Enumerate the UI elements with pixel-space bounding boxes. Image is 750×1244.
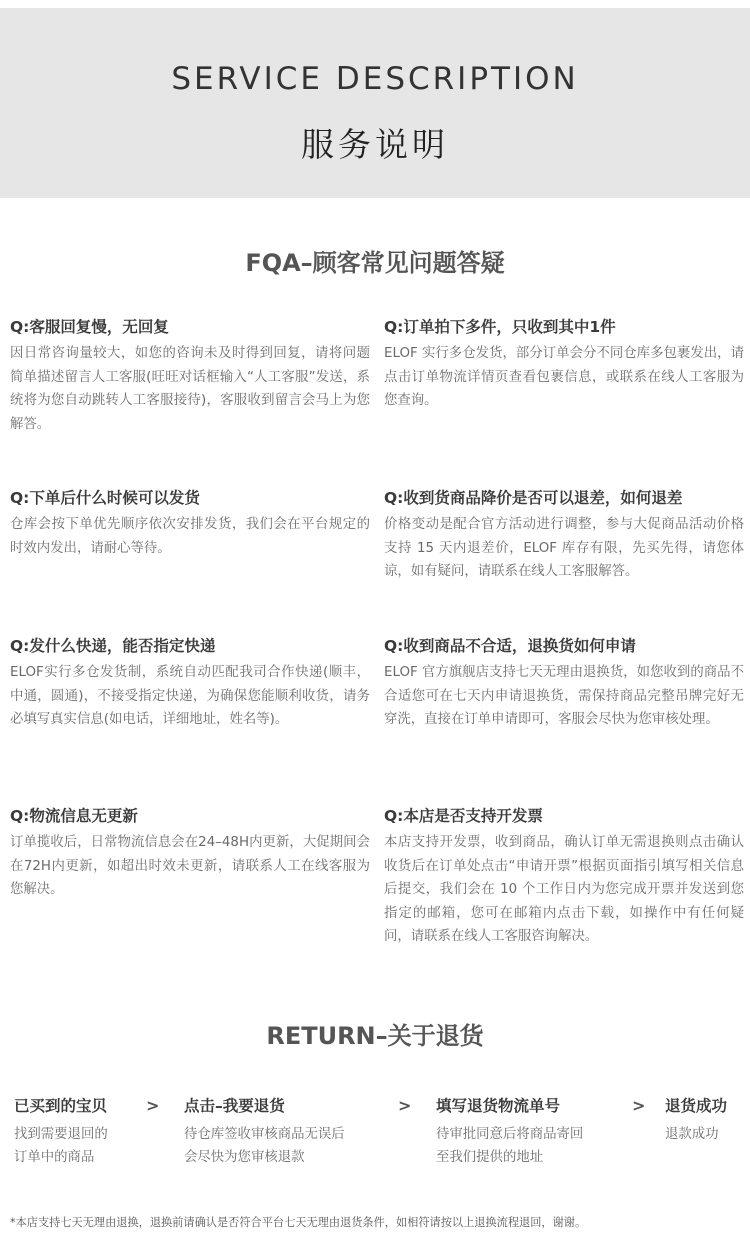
faq-question: Q:订单拍下多件，只收到其中1件 — [384, 318, 616, 336]
faq-item — [10, 488, 370, 560]
return-step-title: 填写退货物流单号 — [436, 1097, 561, 1115]
faq-question: Q:发什么快递，能否指定快递 — [10, 637, 216, 655]
return-step — [665, 1095, 727, 1146]
faq-question: Q:本店是否支持开发票 — [384, 807, 543, 825]
faq-item — [384, 488, 744, 584]
chevron-right-icon: > — [398, 1096, 412, 1115]
faq-question: Q:收到货商品降价是否可以退差，如何退差 — [384, 489, 683, 507]
faq-answer: ELOF 官方旗舰店支持七天无理由退换货，如您收到的商品不合适您可在七天内申请退换货，需保持商品完整吊牌完好无穿洗，直接在订单申请即可，客服会尽快为您审核处理。 — [384, 665, 744, 727]
faq-answer: ELOF 实行多仓发货，部分订单会分不同仓库多包裹发出，请点击订单物流详情页查看包裹信息，或联系在线人工客服为您查询。 — [384, 346, 744, 408]
faq-item — [384, 317, 744, 413]
chevron-right-icon: > — [632, 1096, 646, 1115]
return-step-desc — [436, 1123, 583, 1169]
faq-answer: 因日常咨询量较大，如您的咨询未及时得到回复，请将问题简单描述留言人工客服(旺旺对话框输入“人工客服”发送，系统将为您自动跳转人工客服接待)，客服收到留言会马上为您解答。 — [10, 346, 370, 432]
return-step-title: 退货成功 — [665, 1097, 728, 1115]
return-step — [184, 1095, 345, 1169]
faq-item — [10, 636, 370, 732]
return-step — [14, 1095, 108, 1169]
return-step-desc — [14, 1123, 108, 1169]
service-header — [0, 8, 750, 198]
chevron-right-icon: > — [146, 1096, 160, 1115]
faq-item — [384, 636, 744, 732]
return-step-desc — [665, 1123, 727, 1146]
faq-section-title: FQA–顾客常见问题答疑 — [245, 249, 505, 277]
faq-question: Q:下单后什么时候可以发货 — [10, 489, 200, 507]
return-step-title: 点击–我要退货 — [184, 1097, 285, 1115]
return-step-desc-line: 至我们提供的地址 — [436, 1150, 544, 1165]
return-step-desc-line: 待仓库签收审核商品无误后 — [184, 1127, 345, 1142]
return-step-desc-line: 退款成功 — [665, 1127, 719, 1142]
return-step-desc — [184, 1123, 345, 1169]
service-title-en: SERVICE DESCRIPTION — [171, 61, 579, 97]
faq-answer: 价格变动是配合官方活动进行调整，参与大促商品活动价格支持 15 天内退差价，ELOF 库存有限，先买先得，请您体谅，如有疑问，请联系在线人工客服解答。 — [384, 517, 744, 579]
faq-item — [10, 806, 370, 902]
service-title-cn: 服务说明 — [301, 125, 449, 164]
return-steps — [0, 1095, 750, 1175]
faq-item — [384, 806, 744, 949]
return-step-desc-line: 订单中的商品 — [14, 1150, 95, 1165]
faq-question: Q:客服回复慢，无回复 — [10, 318, 169, 336]
return-footnote: *本店支持七天无理由退换，退换前请确认是否符合平台七天无理由退货条件，如相符请按以上退换流程退回，谢谢。 — [10, 1216, 587, 1229]
faq-answer: 仓库会按下单优先顺序依次安排发货，我们会在平台规定的时效内发出，请耐心等待。 — [10, 517, 370, 556]
return-step-desc-line: 待审批同意后将商品寄回 — [436, 1127, 584, 1142]
return-step — [436, 1095, 583, 1169]
faq-question: Q:收到商品不合适，退换货如何申请 — [384, 637, 636, 655]
faq-answer: ELOF实行多仓发货制，系统自动匹配我司合作快递(顺丰，中通，圆通)，不接受指定快递，为确保您能顺利收货，请务必填写真实信息(如电话，详细地址，姓名等)。 — [10, 665, 370, 727]
faq-answer: 订单揽收后，日常物流信息会在24–48H内更新，大促期间会在72H内更新，如超出时效未更新，请联系人工在线客服为您解决。 — [10, 835, 370, 897]
return-step-title: 已买到的宝贝 — [14, 1097, 108, 1115]
return-step-desc-line: 找到需要退回的 — [14, 1127, 108, 1142]
return-step-desc-line: 会尽快为您审核退款 — [184, 1150, 305, 1165]
faq-answer: 本店支持开发票，收到商品，确认订单无需退换则点击确认收货后在订单处点击“申请开票”根据页面指引填写相关信息后提交，我们会在 10 个工作日内为您完成开票并发送到您指定的邮箱，您可在邮箱内点击下载，如操作中有任何疑问，请联系在线人工客服咨询解决。 — [384, 835, 744, 944]
faq-question: Q:物流信息无更新 — [10, 807, 138, 825]
return-section-title: RETURN–关于退货 — [266, 1022, 484, 1050]
faq-item — [10, 317, 370, 436]
